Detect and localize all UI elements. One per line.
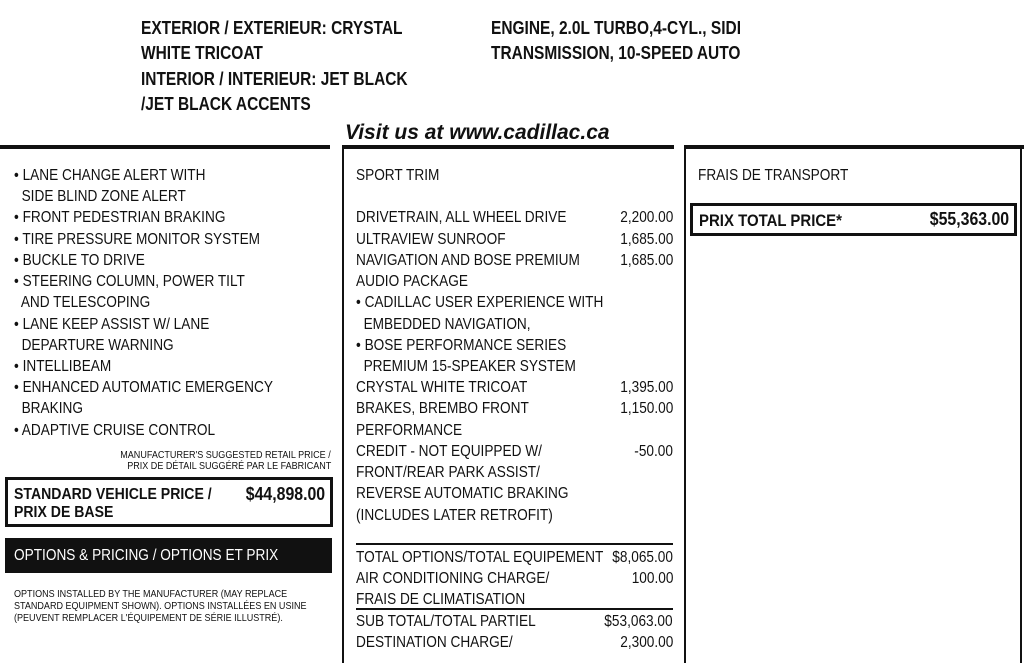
list-item: • LANE CHANGE ALERT WITH [14,167,206,184]
list-item: SIDE BLIND ZONE ALERT [14,188,186,205]
option-label: (INCLUDES LATER RETROFIT) [356,507,553,524]
subtotal-rule [356,608,673,610]
options-note-line-2: STANDARD EQUIPMENT SHOWN). OPTIONS INSTALLÉES EN USINE [14,600,307,612]
option-price: 1,150.00 [619,400,673,417]
list-item: • LANE KEEP ASSIST W/ LANE [14,316,210,333]
option-label: FRONT/REAR PARK ASSIST/ [356,464,540,481]
list-item: • ENHANCED AUTOMATIC EMERGENCY [14,379,273,396]
base-price-label-2: PRIX DE BASE [14,504,114,521]
column-divider-3 [1020,145,1022,663]
subtotal-label: SUB TOTAL/TOTAL PARTIEL [356,613,536,630]
option-price: 1,685.00 [619,231,673,248]
interior-line-1: INTERIOR / INTERIEUR: JET BLACK [141,69,408,89]
options-pricing-banner [5,538,332,573]
total-options-rule [356,543,673,545]
base-price-label-1: STANDARD VEHICLE PRICE / [14,486,212,503]
exterior-line-2: WHITE TRICOAT [141,43,263,63]
website-link[interactable]: Visit us at www.cadillac.ca [345,121,610,144]
list-item: • TIRE PRESSURE MONITOR SYSTEM [14,231,261,248]
options-pricing-title: OPTIONS & PRICING / OPTIONS ET PRIX [14,547,279,564]
ac-charge-label-2: FRAIS DE CLIMATISATION [356,591,526,608]
option-label: REVERSE AUTOMATIC BRAKING [356,485,569,502]
option-label: ULTRAVIEW SUNROOF [356,231,506,248]
msrp-note-line-2: PRIX DE DÉTAIL SUGGÉRÉ PAR LE FABRICANT [126,460,331,472]
list-item: DEPARTURE WARNING [14,337,174,354]
interior-line-2: /JET BLACK ACCENTS [141,94,311,114]
destination-label: DESTINATION CHARGE/ [356,634,513,651]
option-price: 1,685.00 [619,252,673,269]
option-label: • CADILLAC USER EXPERIENCE WITH [356,294,604,311]
options-note-line-1: OPTIONS INSTALLED BY THE MANUFACTURER (MAY REPLACE [14,588,288,600]
total-price-label: PRIX TOTAL PRICE* [699,211,842,230]
subtotal-price: $53,063.00 [604,613,673,630]
option-label: EMBEDDED NAVIGATION, [356,316,531,333]
option-label: • BOSE PERFORMANCE SERIES [356,337,567,354]
column-2-top-rule [344,145,674,149]
transmission-spec: TRANSMISSION, 10-SPEED AUTO [491,43,741,63]
base-price-value: $44,898.00 [245,484,325,504]
list-item: • BUCKLE TO DRIVE [14,252,145,269]
options-note-line-3: (PEUVENT REMPLACER L'ÉQUIPEMENT DE SÉRIE ILLUSTRÉ). [14,612,283,624]
option-label: NAVIGATION AND BOSE PREMIUM [356,252,580,269]
destination-price: 2,300.00 [619,634,673,651]
column-divider-1 [342,145,344,663]
list-item: AND TELESCOPING [14,294,151,311]
list-item: • STEERING COLUMN, POWER TILT [14,273,245,290]
option-label: BRAKES, BREMBO FRONT [356,400,529,417]
engine-spec: ENGINE, 2.0L TURBO,4-CYL., SIDI [491,18,742,38]
list-item: • FRONT PEDESTRIAN BRAKING [14,209,226,226]
column-1-top-rule [0,145,330,149]
trim-name: SPORT TRIM [356,167,440,184]
msrp-note-line-1: MANUFACTURER'S SUGGESTED RETAIL PRICE / [120,449,331,461]
list-item: • INTELLIBEAM [14,358,112,375]
option-label: AUDIO PACKAGE [356,273,468,290]
ac-charge-label-1: AIR CONDITIONING CHARGE/ [356,570,550,587]
list-item: • ADAPTIVE CRUISE CONTROL [14,422,216,439]
option-price: 2,200.00 [619,209,673,226]
column-3-top-rule [686,145,1024,149]
total-price-value: $55,363.00 [929,209,1009,229]
option-label: PREMIUM 15-SPEAKER SYSTEM [356,358,576,375]
list-item: BRAKING [14,400,83,417]
option-label: PERFORMANCE [356,422,463,439]
exterior-line-1: EXTERIOR / EXTERIEUR: CRYSTAL [141,18,403,38]
option-label: CRYSTAL WHITE TRICOAT [356,379,528,396]
option-price: -50.00 [634,443,673,460]
column-divider-2 [684,145,686,663]
total-options-price: $8,065.00 [612,549,673,566]
option-label: DRIVETRAIN, ALL WHEEL DRIVE [356,209,567,226]
ac-charge-price: 100.00 [631,570,673,587]
total-options-label: TOTAL OPTIONS/TOTAL EQUIPEMENT [356,549,604,566]
option-label: CREDIT - NOT EQUIPPED W/ [356,443,542,460]
transport-label: FRAIS DE TRANSPORT [698,167,849,184]
option-price: 1,395.00 [619,379,673,396]
